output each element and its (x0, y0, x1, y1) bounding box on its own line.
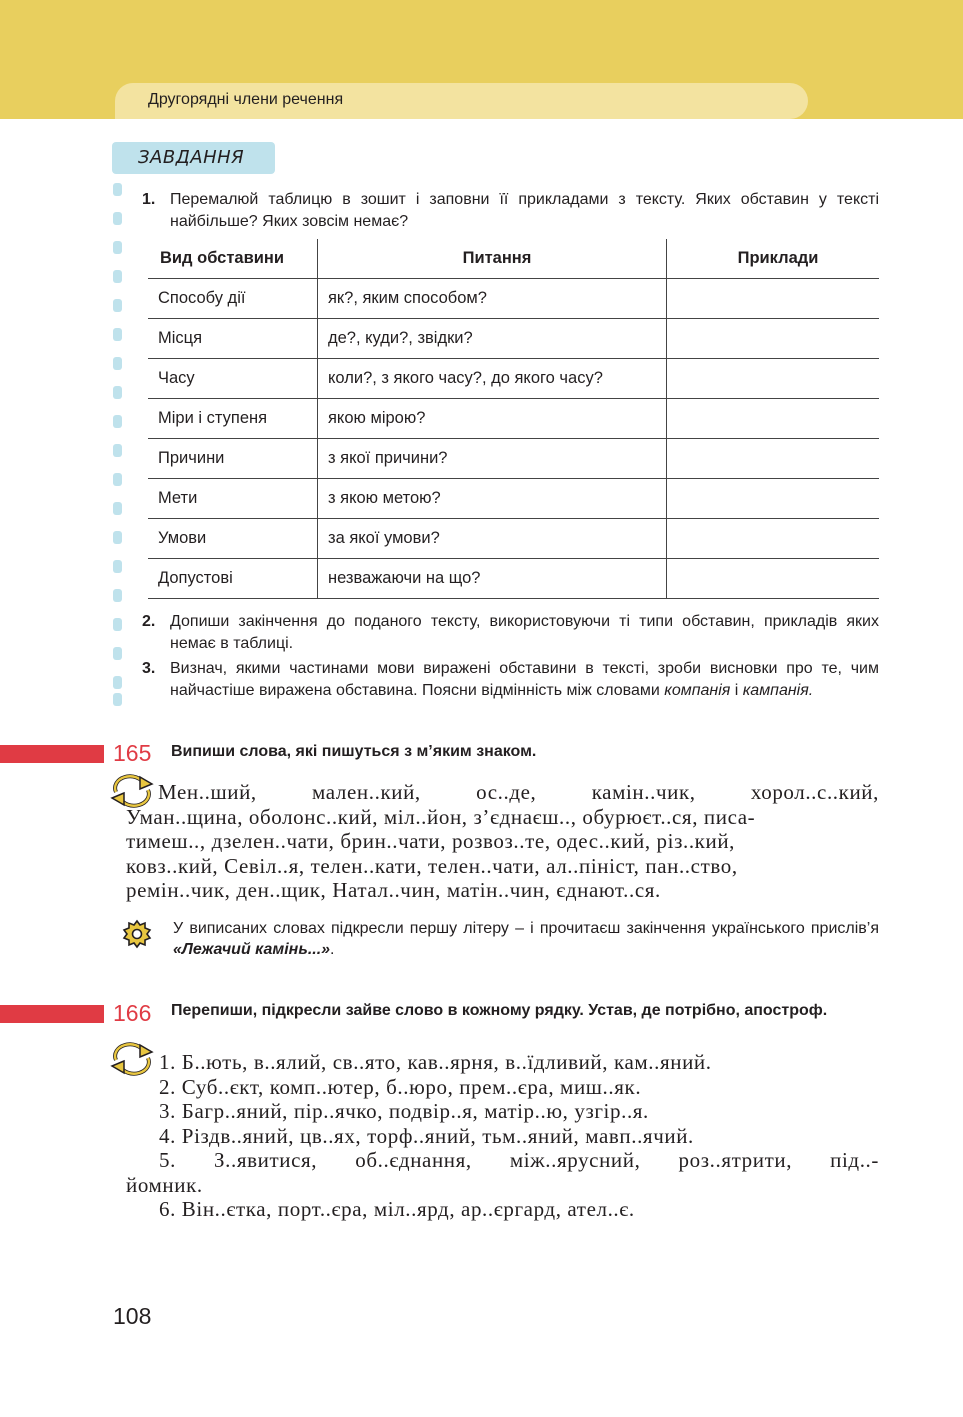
table-row (148, 319, 879, 359)
table-cell (667, 559, 880, 599)
exercise-number: 166 (113, 1000, 152, 1026)
task-item-1: 1. Перемалюй таблицю в зошит і заповни її прикладами з тексту. Яких обставин у тексті найбільше? Яких зовсім немає? (142, 191, 879, 230)
exercise-instruction: Перепиши, підкресли зайве слово в кожному рядку. Устав, де потрібно, апостроф. (171, 1002, 828, 1019)
table-cell: де?, куди?, звідки? (318, 319, 667, 359)
table-cell (667, 319, 880, 359)
exercise-166-text: 1. Б..ють, в..ялий, св..ято, кав..ярня, в..їдливий, кам..яний. 2. Суб..єкт, комп..ютер, б..юро, прем..єра, миш..як. 3. Багр..яний, пір..ячко, подвір..я, матір..ю, узгір..я. 4. Різдв..яний, цв..ях, торф..яний, тьм..яний, мавп..ячий. 5. З..явитися, об..єднання, між..ярусний, роз..ятрити, під..- йомник. 6. Він..єтка, порт..єра, міл..ярд, ар..єргард, ател..є. (126, 1050, 879, 1221)
table-header-row (148, 239, 879, 279)
table-row (148, 519, 879, 559)
table-cell (667, 279, 880, 319)
table-row (148, 399, 879, 439)
task-item-3: 3. Визнач, якими частинами мови виражені обставини в тексті, зроби висновки про те, чим найчастіше виражена обставина. Поясни відмінність між словами компанія і кампанія. (142, 660, 879, 699)
task-label-text: ЗАВДАННЯ (138, 147, 245, 168)
table-header: Питання (318, 239, 667, 279)
exercise-marker-bar (0, 1005, 104, 1023)
table-cell (667, 519, 880, 559)
exercise-marker-bar (0, 745, 104, 763)
table-cell: як?, яким способом? (318, 279, 667, 319)
table-row (148, 359, 879, 399)
gear-icon (122, 919, 152, 949)
table-cell: Місця (148, 319, 318, 359)
table-cell: Міри і ступеня (148, 399, 318, 439)
exercise-165-text: Мен..ший, мален..кий, ос..де, камін..чик, хорол..с..кий, Уман..щина, оболонс..кий, міл..йон, з’єднаєш.., обурюєт..ся, писа- тимеш.., дзелен..чати, брин..чати, розвоз..те, одес..кий, різ..кий, ковз..кий, Севіл..я, телен..кати, телен..чати, ал..пініст, пан..ство, ремін..чик, ден..щик, Натал..чин, матін..чин, єднают..ся. (126, 780, 879, 902)
table-cell: за якої умови? (318, 519, 667, 559)
table-cell: якою мірою? (318, 399, 667, 439)
table-cell: з якою метою? (318, 479, 667, 519)
table-cell: незважаючи на що? (318, 559, 667, 599)
table-cell: Допустові (148, 559, 318, 599)
table-cell (667, 359, 880, 399)
table-cell: Умови (148, 519, 318, 559)
table-row (148, 559, 879, 599)
exercise-instruction: Випиши слова, які пишуться з м’яким знаком. (171, 743, 537, 760)
table-cell (667, 439, 880, 479)
table-cell (667, 479, 880, 519)
adverbial-table (148, 239, 879, 599)
table-cell: Часу (148, 359, 318, 399)
table-row (148, 439, 879, 479)
table-cell: коли?, з якого часу?, до якого часу? (318, 359, 667, 399)
table-row (148, 479, 879, 519)
table-cell: Способу дії (148, 279, 318, 319)
table-cell: Причини (148, 439, 318, 479)
page-number: 108 (113, 1303, 152, 1329)
table-cell: Мети (148, 479, 318, 519)
exercise-number: 165 (113, 740, 152, 766)
table-header: Приклади (667, 239, 880, 279)
table-header: Вид обставини (148, 239, 318, 279)
table-cell (667, 399, 880, 439)
table-row (148, 279, 879, 319)
table-cell: з якої причини? (318, 439, 667, 479)
task-item-2: 2. Допиши закінчення до поданого тексту, використовуючи ті типи обставин, прикладів яких немає в таблиці. (142, 613, 879, 652)
task-label (112, 142, 275, 174)
chapter-title: Другорядні члени речення (148, 91, 344, 108)
exercise-165-note: У виписаних словах підкресли першу літеру – і прочитаєш закінчення українського прислів’я «Лежачий камінь...». (173, 920, 879, 958)
